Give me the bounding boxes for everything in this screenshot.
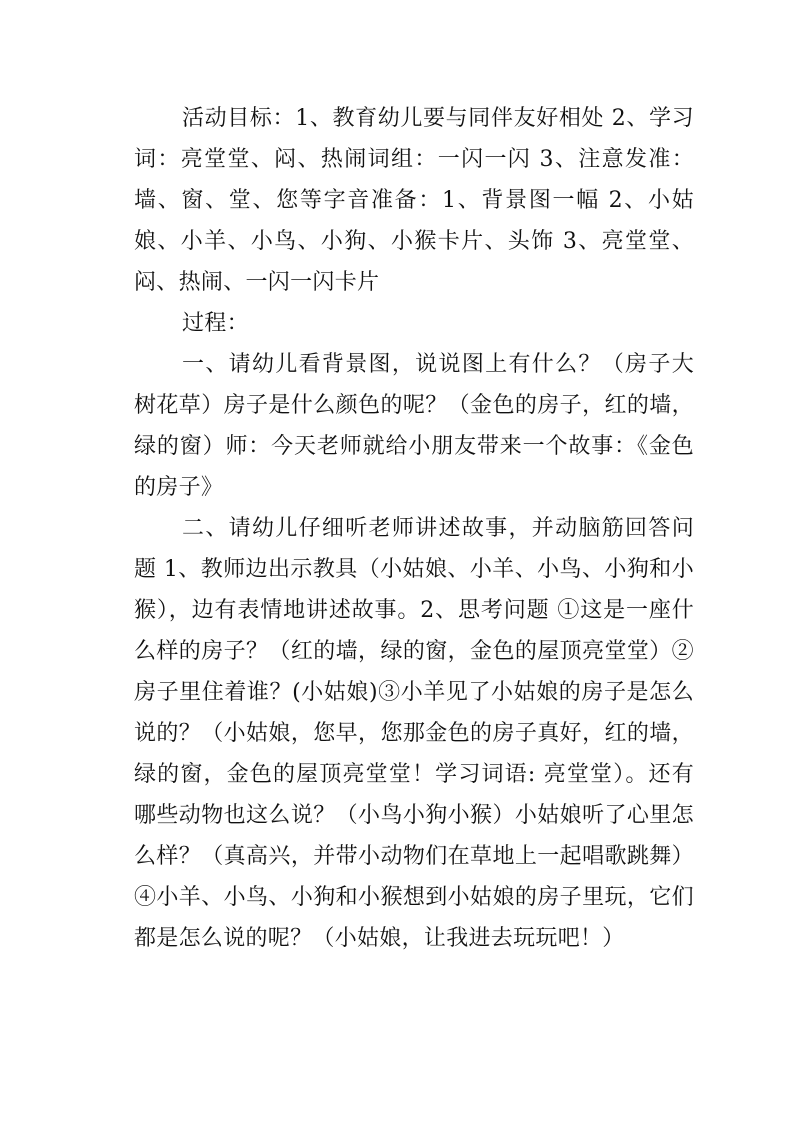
document-body <box>134 98 694 959</box>
paragraph-process-heading: 过程： <box>182 311 249 336</box>
paragraph-step-one: 一、请幼儿看背景图，说说图上有什么？（房子大树花草）房子是什么颜色的呢？（金色的房子，红的墙，绿的窗）师：今天老师就给小朋友带来一个故事：《金色的房子》 <box>134 352 694 500</box>
paragraph-step-two: 二、请幼儿仔细听老师讲述故事，并动脑筋回答问题 1、教师边出示教具（小姑娘、小羊、小鸟、小狗和小猴），边有表情地讲述故事。2、思考问题 ①这是一座什么样的房子？（红的墙，绿的窗，金色的屋顶亮堂堂）②房子里住着谁？(小姑娘)③小羊见了小姑娘的房子是怎么说的？（小姑娘，您早，您那金色的房子真好，红的墙，绿的窗，金色的屋顶亮堂堂！学习词语: 亮堂堂）。还有哪些动物也这么说？（小鸟小狗小猴）小姑娘听了心里怎么样？（真高兴，并带小动物们在草地上一起唱歌跳舞）④小羊、小鸟、小狗和小猴想到小姑娘的房子里玩，它们都是怎么说的呢？（小姑娘，让我进去玩玩吧！） <box>134 516 694 951</box>
paragraph-activity-goals: 活动目标：1、教育幼儿要与同伴友好相处 2、学习词：亮堂堂、闷、热闹词组：一闪一闪 3、注意发准：墙、窗、堂、您等字音准备：1、背景图一幅 2、小姑娘、小羊、小鸟、小狗、小猴卡片、头饰 3、亮堂堂、闷、热闹、一闪一闪卡片 <box>134 106 694 295</box>
